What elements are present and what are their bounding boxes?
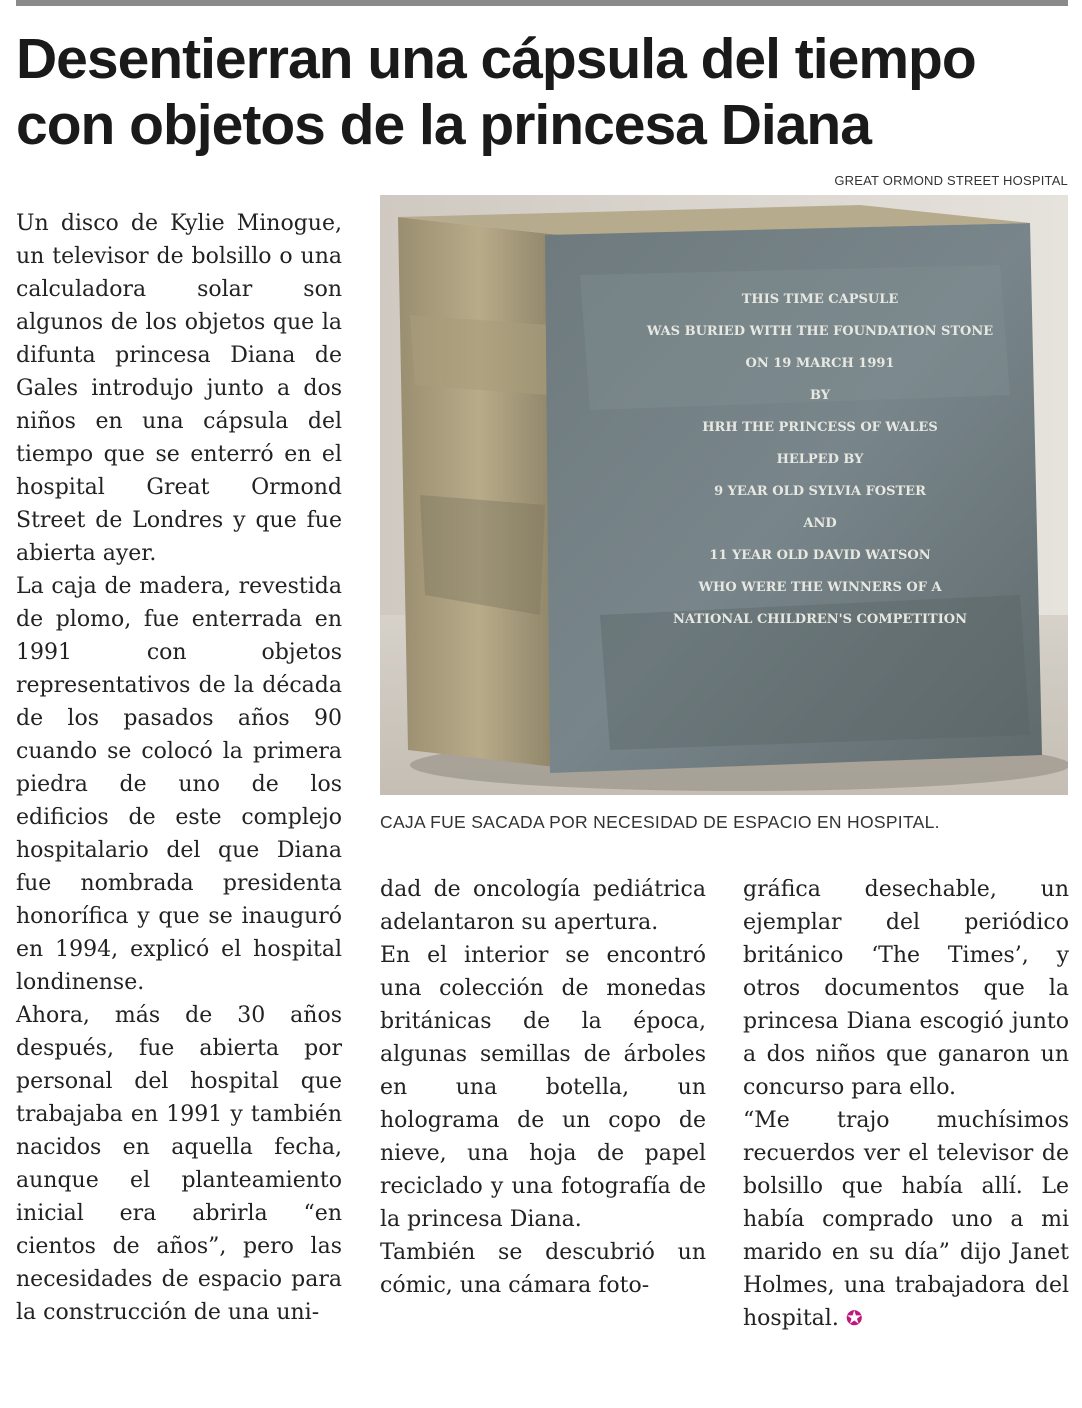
paragraph: gráfica desechable, un ejemplar del periódico británico ‘The Times’, y otros documentos que la princesa Diana escogió junto a dos niños que ganaron un concurso para ello. — [743, 877, 1069, 1100]
time-capsule-photo — [380, 195, 1068, 795]
photo-caption: CAJA FUE SACADA POR NECESIDAD DE ESPACIO EN HOSPITAL. — [380, 812, 940, 832]
plaque-line: NATIONAL CHILDREN'S COMPETITION — [672, 612, 968, 627]
paragraph: También se descubrió un cómic, una cámara foto- — [380, 1240, 706, 1298]
quote-text: “Me trajo muchísimos recuerdos ver el televisor de bolsillo que había allí. Le había comprado uno a mi marido en su día” dijo Janet Holmes, una trabajadora del hospital. — [743, 1108, 1069, 1331]
plaque-line: WAS BURIED WITH THE FOUNDATION STONE — [646, 324, 994, 339]
paragraph: Un disco de Kylie Minogue, un televisor de bolsillo o una calculadora solar son algunos de los objetos que la difunta princesa Diana de Gales introdujo junto a dos niños en una cápsula del tiempo que se enterró en el hospital Great Ormond Street de Londres y que fue abierta ayer. — [16, 211, 342, 566]
text-column-3 — [743, 873, 1069, 1335]
plaque-line: AND — [803, 516, 837, 531]
paragraph: La caja de madera, revestida de plomo, fue enterrada en 1991 con objetos representativos de la década de los pasados años 90 cuando se colocó la primera piedra de uno de los edificios de este complejo hospitalario del que Diana fue nombrada presidenta honorífica y que se inauguró en 1994, explicó el hospital londinense. — [16, 574, 342, 995]
paragraph: Ahora, más de 30 años después, fue abierta por personal del hospital que trabajaba en 1991 y también nacidos en aquella fecha, aunque el planteamiento inicial era abrirla “en cientos de años”, pero las necesidades de espacio para la construcción de una uni- — [16, 1003, 342, 1325]
plaque-line: HELPED BY — [776, 452, 864, 467]
photo-credit: GREAT ORMOND STREET HOSPITAL — [834, 173, 1068, 188]
plaque-line: THIS TIME CAPSULE — [741, 292, 899, 307]
paragraph: En el interior se encontró una colección de monedas británicas de la época, algunas semillas de árboles en una botella, un holograma de un copo de nieve, una hoja de papel reciclado y una fotografía de la princesa Diana. — [380, 943, 706, 1232]
end-mark-icon: ✪ — [845, 1306, 863, 1330]
top-rule — [16, 0, 1068, 6]
text-column-2 — [380, 873, 706, 1302]
text-column-1 — [16, 207, 342, 1329]
headline: Desentierran una cápsula del tiempo con objetos de la princesa Diana — [16, 27, 976, 157]
paragraph — [743, 1104, 1069, 1335]
plaque-line: WHO WERE THE WINNERS OF A — [698, 580, 942, 595]
plaque-line: ON 19 MARCH 1991 — [745, 356, 895, 371]
plaque-line: 11 YEAR OLD DAVID WATSON — [709, 548, 931, 563]
plaque-line: BY — [809, 388, 831, 403]
paragraph: dad de oncología pediátrica adelantaron su apertura. — [380, 877, 706, 935]
plaque-line: HRH THE PRINCESS OF WALES — [702, 420, 938, 435]
plaque-line: 9 YEAR OLD SYLVIA FOSTER — [714, 484, 926, 499]
